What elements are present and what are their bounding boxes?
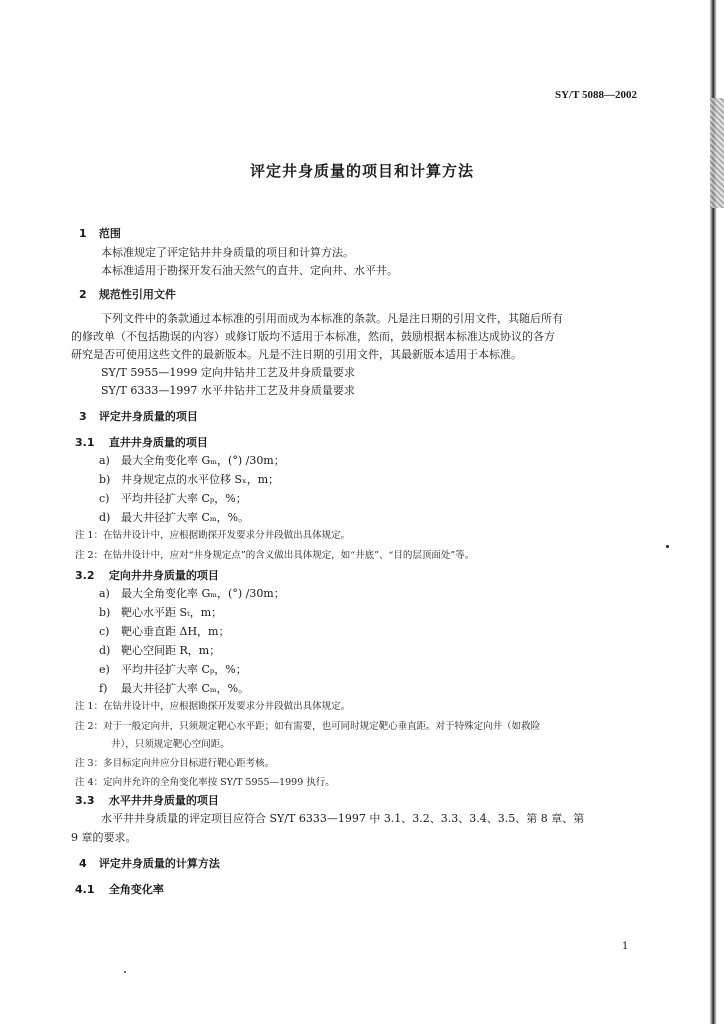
item-label: e) [99, 663, 110, 676]
subsection-4-1-heading [75, 882, 639, 898]
item-label: a) [99, 587, 110, 600]
list-item [79, 491, 639, 507]
item-text: 最大井径扩大率 Cₘ，%。 [121, 682, 250, 695]
note: 注 3：多目标定向井应分目标进行靶心距考核。 [75, 758, 275, 769]
paragraph: 本标准规定了评定钻井井身质量的项目和计算方法。 [101, 246, 354, 259]
item-label: d) [99, 511, 111, 524]
subsection-number: 3.2 [75, 569, 95, 582]
section-4-heading [79, 856, 639, 872]
item-text: 靶心水平距 Sₜ，m； [121, 606, 223, 619]
standard-code: SY/T 5088—2002 [554, 89, 637, 101]
item-label: b) [99, 473, 111, 486]
note: 注 4：定向井允许的全角变化率按 SY/T 5955—1999 执行。 [75, 777, 335, 788]
paragraph-line: 的修改单（不包括勘误的内容）或修订版均不适用于本标准，然而，鼓励根据本标准达成协议的各方 [71, 330, 555, 343]
scan-noise-artifact [710, 98, 724, 208]
subsection-title: 定向井井身质量的项目 [108, 569, 219, 582]
item-label: d) [99, 644, 111, 657]
reference-item: SY/T 6333—1997 水平井钻井工艺及井身质量要求 [101, 384, 355, 397]
list-item [79, 472, 639, 488]
note: 注 1：在钻井设计中，应根据勘探开发要求分井段做出具体规定。 [75, 701, 351, 712]
section-title: 评定井身质量的计算方法 [98, 857, 220, 870]
page-number: 1 [622, 941, 629, 952]
list-item [79, 624, 639, 640]
item-text: 最大井径扩大率 Cₘ，%。 [121, 511, 250, 524]
section-number: 2 [79, 288, 87, 301]
section-2-heading [79, 287, 639, 303]
item-text: 井身规定点的水平位移 Sₓ，m； [121, 473, 280, 486]
item-text: 最大全角变化率 Gₘ，(°) /30m； [121, 454, 285, 467]
subsection-3-3-heading [75, 793, 639, 809]
item-text: 靶心空间距 R，m； [121, 644, 221, 657]
section-1-heading [79, 226, 639, 242]
item-text: 靶心垂直距 ΔH，m； [121, 625, 230, 638]
page-title: 评定井身质量的项目和计算方法 [249, 162, 474, 180]
note: 注 2：在钻井设计中，应对“井身规定点”的含义做出具体规定，如“井底”、“目的层顶面处”等。 [75, 550, 475, 561]
note: 注 2：对于一般定向井，只须规定靶心水平距；如有需要，也可同时规定靶心垂直距。对于特殊定向井（如救险 [75, 721, 541, 732]
item-label: c) [99, 492, 110, 505]
item-label: f) [99, 682, 108, 695]
subsection-title: 直井井身质量的项目 [108, 436, 208, 449]
section-3-heading [79, 409, 639, 425]
item-label: b) [99, 606, 111, 619]
section-number: 3 [79, 410, 87, 423]
item-label: c) [99, 625, 110, 638]
item-label: a) [99, 454, 110, 467]
item-text: 平均井径扩大率 Cₚ，%； [121, 663, 247, 676]
paragraph: 本标准适用于勘探开发石油天然气的直井、定向井、水平井。 [101, 264, 398, 277]
document-body [71, 226, 639, 898]
subsection-3-2-heading [75, 568, 639, 584]
paragraph-line: 下列文件中的条款通过本标准的引用而成为本标准的条款。凡是注日期的引用文件，其随后所有 [101, 312, 563, 325]
list-item [79, 681, 639, 697]
paragraph-line: 研究是否可使用这些文件的最新版本。凡是不注日期的引用文件，其最新版本适用于本标准。 [71, 348, 522, 361]
list-item [79, 662, 639, 678]
section-title: 范围 [98, 227, 121, 240]
section-title: 评定井身质量的项目 [98, 410, 198, 423]
scan-speck [666, 545, 669, 548]
reference-item: SY/T 5955—1999 定向井钻井工艺及井身质量要求 [101, 366, 355, 379]
list-item [79, 510, 639, 526]
note: 注 1：在钻井设计中，应根据勘探开发要求分井段做出具体规定。 [75, 530, 351, 541]
list-item [79, 586, 639, 602]
section-number: 1 [79, 227, 87, 240]
scan-speck [124, 971, 126, 973]
subsection-3-1-heading [75, 435, 639, 451]
section-title: 规范性引用文件 [98, 288, 176, 301]
list-item [79, 643, 639, 659]
paragraph-line: 9 章的要求。 [71, 831, 137, 844]
subsection-title: 水平井井身质量的项目 [108, 794, 219, 807]
note-continuation: 井），只须规定靶心空间距。 [111, 739, 230, 750]
subsection-number: 3.1 [75, 436, 95, 449]
subsection-number: 4.1 [75, 883, 95, 896]
list-item [79, 605, 639, 621]
subsection-number: 3.3 [75, 794, 95, 807]
item-text: 最大全角变化率 Gₘ，(°) /30m； [121, 587, 285, 600]
subsection-title: 全角变化率 [108, 883, 164, 896]
section-number: 4 [79, 857, 87, 870]
paragraph-line: 水平井井身质量的评定项目应符合 SY/T 6333—1997 中 3.1、3.2、3.3、3.4、3.5、第 8 章、第 [101, 812, 585, 825]
list-item [79, 453, 639, 469]
item-text: 平均井径扩大率 Cₚ，%； [121, 492, 247, 505]
